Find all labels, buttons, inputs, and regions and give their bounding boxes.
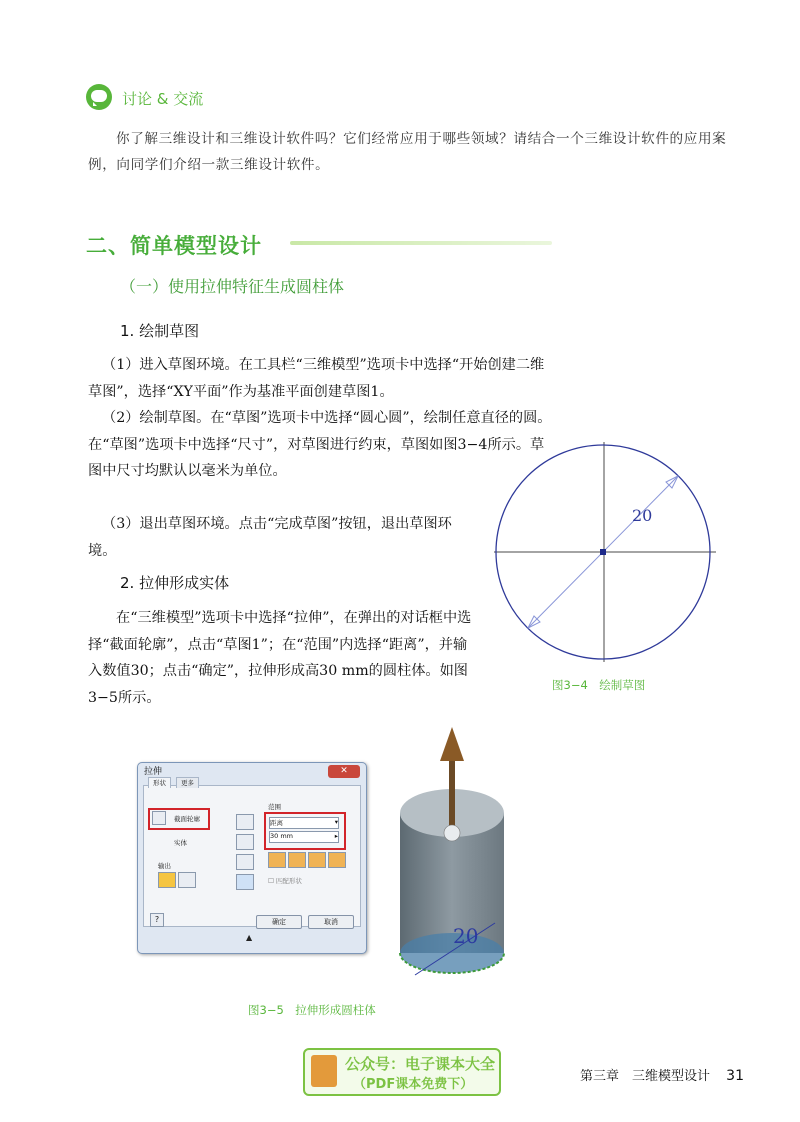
- step2-heading: 2. 拉伸形成实体: [120, 574, 230, 592]
- direction-icon-3[interactable]: [236, 854, 254, 870]
- help-button[interactable]: ?: [150, 913, 164, 927]
- figure-3-5-caption: 图3−5 拉伸形成圆柱体: [248, 1003, 376, 1017]
- dialog-panel: [143, 779, 361, 927]
- discussion-text: 你了解三维设计和三维设计软件吗？它们经常应用于哪些领域？请结合一个三维设计软件的应用案例，向同学们介绍一款三维设计软件。: [88, 131, 727, 173]
- book-icon: [311, 1055, 337, 1087]
- cancel-button[interactable]: 取消: [308, 915, 354, 929]
- watermark-line-1: 公众号：电子课本大全: [345, 1055, 496, 1073]
- distance-value: 30 mm: [270, 832, 294, 840]
- watermark-stamp: [303, 1048, 501, 1096]
- direction-icon-2[interactable]: [236, 834, 254, 850]
- figure-3-4-caption: 图3−4 绘制草图: [552, 678, 646, 692]
- step1-heading: 1. 绘制草图: [120, 322, 200, 340]
- direction-icon-1[interactable]: [236, 814, 254, 830]
- surface-output-icon[interactable]: [178, 872, 196, 888]
- direction-symmetric-icon[interactable]: [308, 852, 326, 868]
- tab-shape[interactable]: 形状: [148, 777, 171, 788]
- output-label: 输出: [158, 862, 171, 870]
- discussion-icon: [86, 84, 112, 110]
- step1-paragraph-1: （1）进入草图环境。在工具栏“三维模型”选项卡中选择“开始创建二维草图”，选择“XY平面”作为基准平面创建草图1。: [88, 357, 545, 400]
- section-title: 二、简单模型设计: [86, 234, 262, 258]
- range-select[interactable]: [269, 817, 339, 829]
- extrude-dialog: [137, 762, 367, 954]
- solid-label: 实体: [174, 839, 187, 847]
- tab-more[interactable]: 更多: [176, 777, 199, 788]
- cylinder-figure: [395, 725, 520, 980]
- distance-input[interactable]: [269, 831, 339, 843]
- page-number: 31: [726, 1068, 744, 1084]
- match-shape-checkbox[interactable]: ☐ 匹配形状: [268, 877, 302, 885]
- ok-button[interactable]: 确定: [256, 915, 302, 929]
- subsection-title: （一）使用拉伸特征生成圆柱体: [120, 277, 345, 296]
- step2-paragraph: 在“三维模型”选项卡中选择“拉伸”，在弹出的对话框中选择“截面轮廓”，点击“草图1”；在“范围”内选择“距离”，并输入数值30；点击“确定”，拉伸形成高30 mm的圆柱体。如图3−5所示。: [88, 610, 472, 706]
- direction-asymmetric-icon[interactable]: [328, 852, 346, 868]
- watermark-line-2: （PDF课本免费下）: [353, 1077, 474, 1092]
- page-footer: [580, 1065, 744, 1084]
- dialog-title: 拉伸: [144, 767, 163, 777]
- discussion-title: 讨论 & 交流: [122, 90, 204, 108]
- chapter-title: 第三章 三维模型设计: [580, 1069, 711, 1084]
- range-label: 范围: [268, 803, 281, 811]
- expand-arrow-icon[interactable]: ▲: [246, 933, 253, 942]
- range-select-value: 距离: [270, 819, 283, 827]
- step1-paragraph-2: （2）绘制草图。在“草图”选项卡中选择“圆心圆”，绘制任意直径的圆。在“草图”选项卡中选择“尺寸”，对草图进行约束，草图如图3−4所示。草图中尺寸均默认以毫米为单位。: [88, 410, 552, 479]
- chevron-down-icon: ▾: [334, 818, 338, 826]
- cylinder-dimension-label: 20: [453, 924, 479, 948]
- operation-icon[interactable]: [236, 874, 254, 890]
- sketch-circle-figure: [490, 440, 720, 665]
- direction-default-icon[interactable]: [268, 852, 286, 868]
- chevron-right-icon: ▸: [334, 832, 338, 840]
- step1-paragraph-3: （3）退出草图环境。点击“完成草图”按钮，退出草图环境。: [88, 516, 452, 559]
- profile-label: 截面轮廓: [174, 815, 200, 823]
- solid-output-icon[interactable]: [158, 872, 176, 888]
- cursor-select-icon[interactable]: [152, 811, 166, 825]
- sketch-dimension-label: 20: [632, 506, 653, 525]
- section-divider: [290, 241, 552, 245]
- close-button[interactable]: ✕: [328, 765, 360, 778]
- match-shape-label: 匹配形状: [275, 877, 302, 885]
- direction-flip-icon[interactable]: [288, 852, 306, 868]
